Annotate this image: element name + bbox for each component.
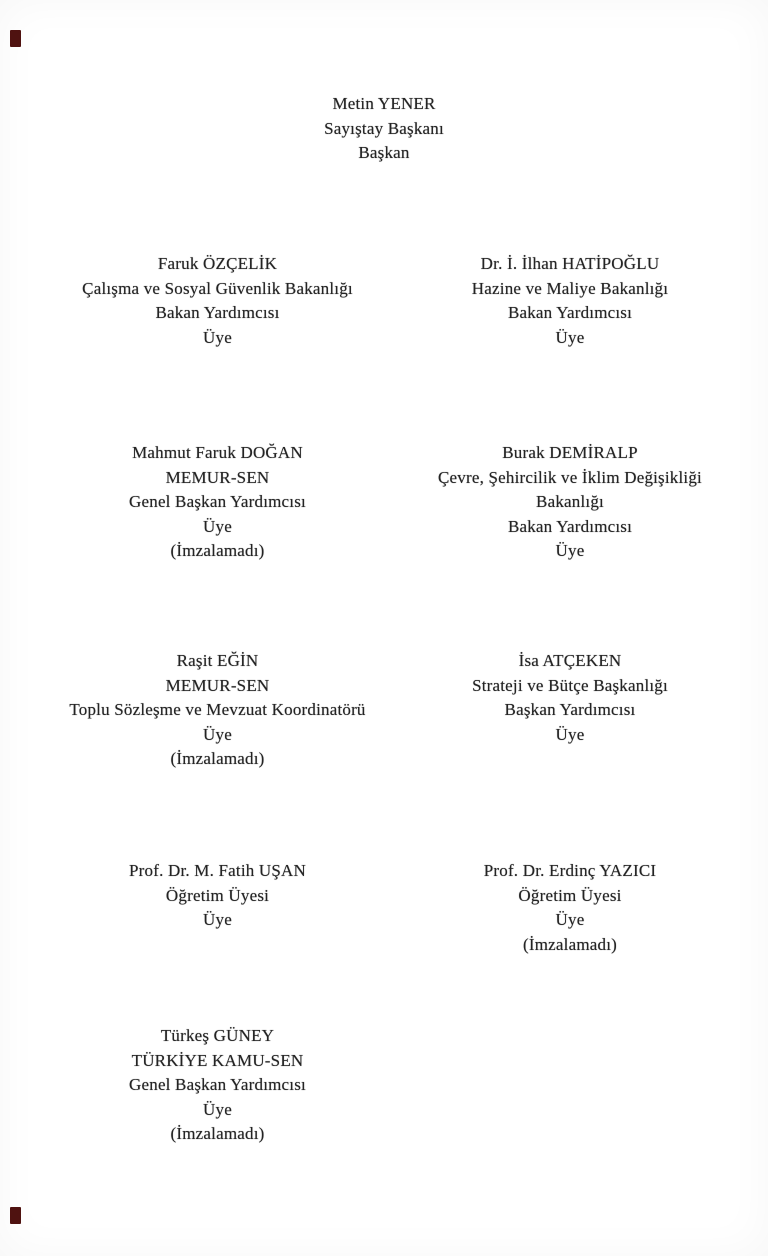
signatory-note: (İmzalamadı) xyxy=(523,934,617,954)
signatory-title: Toplu Sözleşme ve Mevzuat Koordinatörü xyxy=(69,700,366,719)
signature-block xyxy=(20,649,415,772)
signatory-name: Raşit EĞİN xyxy=(176,651,259,670)
signatory-name: Prof. Dr. Erdinç YAZICI xyxy=(483,861,657,880)
signature-block xyxy=(420,859,720,957)
signatory-title: Bakan Yardımcısı xyxy=(507,516,633,536)
signatory-name: Faruk ÖZÇELİK xyxy=(157,254,278,273)
signatory-org-cont: Bakanlığı xyxy=(536,492,604,511)
signatory-title: Genel Başkan Yardımcısı xyxy=(129,1075,306,1094)
signatory-org: Çalışma ve Sosyal Güvenlik Bakanlığı xyxy=(82,278,353,298)
signatory-name: Metin YENER xyxy=(332,94,436,113)
signatory-name: İsa ATÇEKEN xyxy=(518,651,622,670)
signatory-role: Üye xyxy=(203,327,232,347)
signature-block xyxy=(20,252,415,350)
signatory-name: Mahmut Faruk DOĞAN xyxy=(132,443,303,462)
signature-block xyxy=(420,441,720,564)
signatory-role: Üye xyxy=(555,910,585,929)
signatory-note: (İmzalamadı) xyxy=(170,749,265,768)
scan-artifact-top xyxy=(10,30,21,47)
signatory-role: Üye xyxy=(555,724,585,744)
signatory-title: Öğretim Üyesi xyxy=(518,885,622,905)
signatory-org: MEMUR-SEN xyxy=(165,467,270,487)
signature-block xyxy=(420,649,720,747)
signatory-org: Hazine ve Maliye Bakanlığı xyxy=(471,278,669,298)
signatory-title: Bakan Yardımcısı xyxy=(507,303,633,322)
signatory-title: Başkan Yardımcısı xyxy=(504,700,636,719)
signature-block-chairman xyxy=(0,92,768,166)
signatory-role: Üye xyxy=(203,1099,232,1119)
signatory-note: (İmzalamadı) xyxy=(170,1124,265,1143)
signatory-org: MEMUR-SEN xyxy=(165,675,270,695)
signatory-org: Strateji ve Bütçe Başkanlığı xyxy=(472,675,668,695)
signature-block xyxy=(20,441,415,564)
signatory-role: Üye xyxy=(555,541,585,560)
signatory-title: Bakan Yardımcısı xyxy=(155,303,280,322)
signatory-title: Sayıştay Başkanı xyxy=(324,118,444,138)
signatory-title: Genel Başkan Yardımcısı xyxy=(129,492,306,511)
signatory-role: Üye xyxy=(555,327,585,347)
signatory-name: Türkeş GÜNEY xyxy=(160,1026,275,1045)
signatory-note: (İmzalamadı) xyxy=(170,541,265,560)
signatory-role: Üye xyxy=(203,724,232,744)
signatory-role: Üye xyxy=(203,516,232,536)
signature-block xyxy=(20,859,415,933)
signatory-name: Dr. İ. İlhan HATİPOĞLU xyxy=(480,254,660,273)
signatory-role: Üye xyxy=(203,910,232,929)
signatory-title: Öğretim Üyesi xyxy=(165,885,270,905)
signature-block xyxy=(20,1024,415,1147)
scan-artifact-bottom xyxy=(10,1207,21,1224)
signatory-org: Çevre, Şehircilik ve İklim Değişikliği xyxy=(438,467,702,487)
signature-block xyxy=(420,252,720,350)
signatory-org: TÜRKİYE KAMU-SEN xyxy=(131,1050,304,1070)
signatory-name: Prof. Dr. M. Fatih UŞAN xyxy=(129,861,306,880)
signatory-name: Burak DEMİRALP xyxy=(502,443,638,462)
signatory-role: Başkan xyxy=(358,143,410,162)
